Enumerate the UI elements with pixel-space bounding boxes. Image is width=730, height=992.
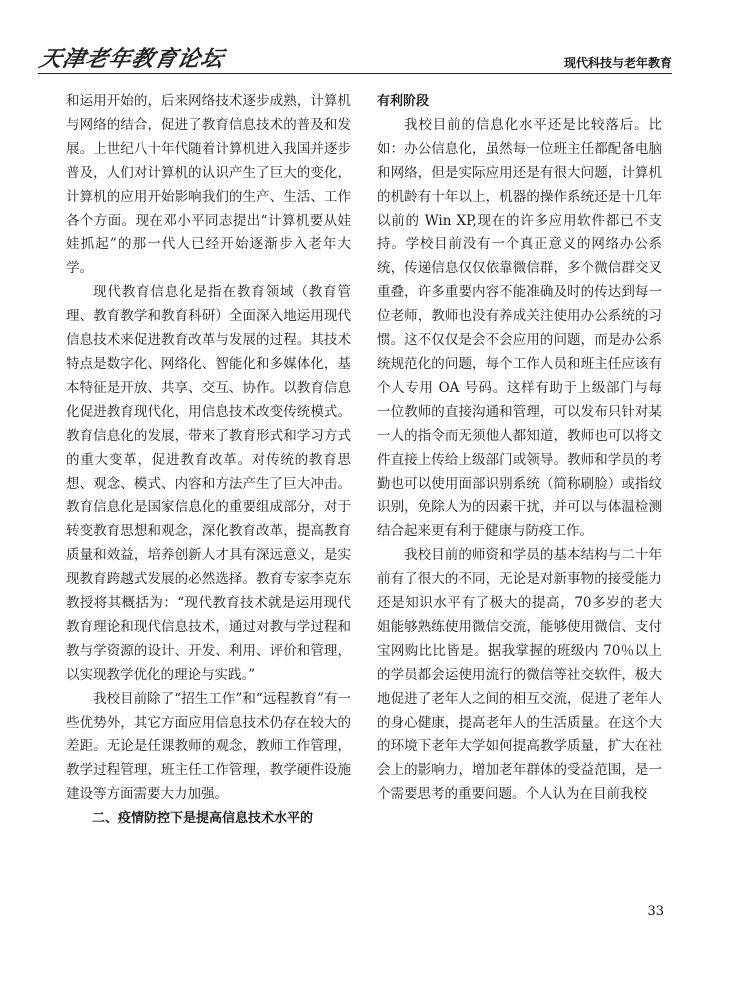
page-number: 33 bbox=[647, 904, 664, 919]
paragraph: 我校目前的信息化水平还是比较落后。比如：办公信息化，虽然每一位班主任都配备电脑和网络，但是实际应用还是有很大问题，计算机的机龄有十年以上，机器的操作系统还是十几年以前的 Win XP,现在的许多应用软件都已不支持。学校目前没有一个真正意义的网络办公系统，传递信息仅仅依靠微信群，多个微信群交叉重叠，许多重要内容不能准确及时的传达到每一位老师，教师也没有养成关注使用办公系统的习惯。这不仅仅是会不会应用的问题，而是办公系统规范化的问题，每个工作人员和班主任应该有个人专用 OA 号码。这样有助于上级部门与每一位教师的直接沟通和管理，可以发布只针对某一人的指令而无须他人都知道，教师也可以将文件直接上传给上级部门或领导。教师和学员的考勤也可以使用面部识别系统（简称刷脸）或指纹识别，免除人为的因素干扰，并可以与体温检测结合起来更有利于健康与防疫工作。 bbox=[377, 116, 662, 540]
right-column bbox=[377, 90, 662, 807]
paragraph: 和运用开始的，后来网络技术逐步成熟，计算机与网络的结合，促进了教育信息技术的普及和发展。上世纪八十年代随着计算机进入我国并逐步普及，人们对计算机的认识产生了巨大的变化，计算机的应用开始影响我们的生产、生活、工作各个方面。现在邓小平同志提出“计算机要从娃娃抓起”的那一代人已经开始逐渐步入老年大学。 bbox=[66, 93, 351, 277]
left-column bbox=[66, 90, 351, 831]
header-rule bbox=[38, 73, 672, 74]
journal-logo: 天津老年教育论坛 bbox=[36, 46, 227, 72]
section-heading: 二、疫情防控下是提高信息技术水平的 bbox=[92, 811, 314, 827]
paragraph: 我校目前的师资和学员的基本结构与二十年前有了很大的不同，无论是对新事物的接受能力还是知识水平有了极大的提高，70多岁的老大姐能够熟练使用微信交流，能够使用微信、支付宝网购比比皆是。据我掌握的班级内 70％以上的学员都会运使用流行的微信等社交软件，极大地促进了老年人之间的相互交流，促进了老年人的身心健康，提高老年人的生活质量。在这个大的环境下老年大学如何提高教学质量，扩大在社会上的影响力，增加老年群体的受益范围，是一个需要思考的重要问题。个人认为在目前我校 bbox=[377, 547, 662, 803]
section-heading-continued: 有利阶段 bbox=[377, 94, 430, 109]
paragraph: 现代教育信息化是指在教育领域（教育管理、教育教学和教育科研）全面深入地运用现代信息技术来促进教育改革与发展的过程。其技术特点是数字化、网络化、智能化和多媒体化，基本特征是开放、共享、交互、协作。以教育信息化促进教育现代化，用信息技术改变传统模式。教育信息化的发展，带来了教育形式和学习方式的重大变革，促进教育改革。对传统的教育思想、观念、模式、内容和方法产生了巨大冲击。教育信息化是国家信息化的重要组成部分，对于转变教育思想和观念，深化教育改革，提高教育质量和效益，培养创新人才具有深远意义，是实现教育跨越式发展的必然选择。教育专家李克东教授将其概括为：“现代教育技术就是运用现代教育理论和现代信息技术，通过对教与学过程和教与学资源的设计、开发、利用、评价和管理，以实现教学优化的理论与实践。” bbox=[66, 284, 351, 683]
paragraph: 我校目前除了“招生工作”和“远程教育”有一些优势外，其它方面应用信息技术仍存在较大的差距。无论是任课教师的观念，教师工作管理，教学过程管理，班主任工作管理，教学硬件设施建设等方面需要大力加强。 bbox=[66, 690, 351, 803]
section-title: 现代科技与老年教育 bbox=[563, 56, 672, 70]
